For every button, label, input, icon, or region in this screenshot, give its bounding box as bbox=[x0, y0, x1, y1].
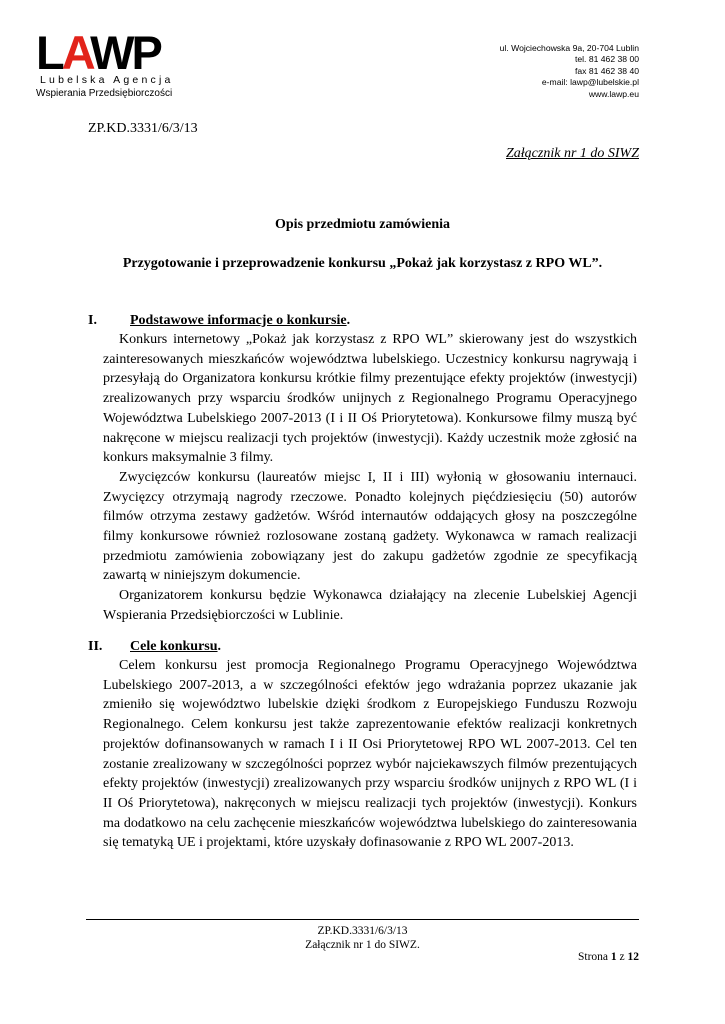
section-title: Cele konkursu bbox=[130, 639, 218, 654]
footer-doc-ref: ZP.KD.3331/6/3/13 bbox=[317, 925, 408, 937]
contact-website: www.lawp.eu bbox=[588, 88, 639, 99]
contact-block bbox=[500, 43, 639, 100]
logo-text: LAWP bbox=[36, 26, 160, 79]
section-number: I. bbox=[88, 313, 97, 328]
contact-address: ul. Wojciechowska 9a, 20-704 Lublin bbox=[499, 43, 639, 53]
logo-line1: Lubelska Agencja bbox=[40, 74, 174, 86]
section-number: II. bbox=[88, 639, 103, 654]
page-of: z bbox=[619, 951, 625, 963]
paragraph: Organizatorem konkursu będzie Wykonawca działający na zlecenie Lubelskiej Agencji Wspierania Przedsiębiorczości w Lublinie. bbox=[103, 588, 637, 623]
paragraph: Konkurs internetowy „Pokaż jak korzystasz z RPO WL” skierowany jest do wszystkich zainteresowanych mieszkańców województwa lubelskiego. Uczestnicy konkursu nagrywają i przesyłają do Organizatora konkursu krótkie filmy prezentujące efekty projektów (inwestycji) zrealizowanych przy wsparciu środków unijnych z Regionalnego Programu Operacyjnego Województwa Lubelskiego 2007-2013 (I i II Oś Priorytetowa). Konkursowe filmy muszą być nakręcone w miejscu realizacji tych projektów (inwestycji). Każdy uczestnik może zgłosić na konkurs maksymalnie 3 filmy. bbox=[103, 332, 637, 466]
page-current: 1 bbox=[610, 951, 617, 963]
contact-email: e-mail: lawp@lubelskie.pl bbox=[541, 77, 639, 88]
contact-phone: tel. 81 462 38 00 bbox=[574, 54, 639, 65]
lawp-logo bbox=[36, 26, 186, 101]
section-body-1 bbox=[103, 330, 637, 626]
footer-divider bbox=[86, 919, 639, 920]
section-title-suffix: . bbox=[217, 639, 222, 654]
paragraph: Zwycięzców konkursu (laureatów miejsc I, II i III) wyłonią w głosowaniu internauci. Zwycięzcy otrzymają nagrody rzeczowe. Ponadto kolejnych pięćdziesięciu (50) autorów filmów otrzyma zestawy gadżetów. Wśród internautów oddających głosy na poszczególne filmy konkursowe również rozlosowane zostaną gadżety. Wykonawca w ramach realizacji przedmiotu zamówienia zobowiązany jest do zakupu gadżetów zgodnie ze specyfikacją zawartą w niniejszym dokumencie. bbox=[103, 469, 637, 584]
annex-label: Załącznik nr 1 do SIWZ bbox=[506, 146, 639, 161]
paragraph: Celem konkursu jest promocja Regionalnego Programu Operacyjnego Województwa Lubelskiego 2007-2013, a w szczególności efektów jego wdrażania poprzez ukazanie jak zmieniło się województwo lubelskie dzięki środkom z Europejskiego Funduszu Rozwoju Regionalnego. Celem konkursu jest także zaprezentowanie efektów realizacji konkretnych projektów dofinansowanych w ramach I i II Osi Priorytetowej RPO WL 2007-2013. Cel ten zostanie zrealizowany w szczególności poprzez wybór najciekawszych filmów prezentujących efekty projektów (inwestycji) zrealizowanych przy wsparciu środków unijnych z RPO WL (I i II Oś Priorytetowa), nakręconych w miejscu realizacji tych projektów (inwestycji). Konkurs ma dodatkowo na celu zachęcenie mieszkańców województwa lubelskiego do zainteresowania się tematyką UE i projektami, które uzyskały dofinasowanie z RPO WL 2007-2013. bbox=[103, 658, 637, 851]
footer-reference bbox=[0, 924, 725, 952]
footer-annex: Załącznik nr 1 do SIWZ. bbox=[305, 939, 420, 951]
page-subtitle: Przygotowanie i przeprowadzenie konkursu „Pokaż jak korzystasz z RPO WL”. bbox=[122, 256, 603, 271]
section-title-suffix: . bbox=[346, 313, 351, 328]
section-body-2 bbox=[103, 656, 637, 853]
document-reference: ZP.KD.3331/6/3/13 bbox=[88, 121, 198, 136]
section-title: Podstawowe informacje o konkursie bbox=[130, 313, 347, 328]
section-heading-2 bbox=[88, 639, 221, 655]
logo-mark bbox=[36, 26, 160, 79]
page-number bbox=[578, 951, 639, 963]
page-total: 12 bbox=[627, 951, 639, 963]
page-label: Strona bbox=[577, 951, 609, 963]
contact-fax: fax 81 462 38 40 bbox=[574, 65, 639, 76]
page-title: Opis przedmiotu zamówienia bbox=[275, 217, 450, 232]
logo-line2: Wspierania Przedsiębiorczości bbox=[36, 88, 173, 99]
section-heading-1 bbox=[88, 313, 350, 329]
